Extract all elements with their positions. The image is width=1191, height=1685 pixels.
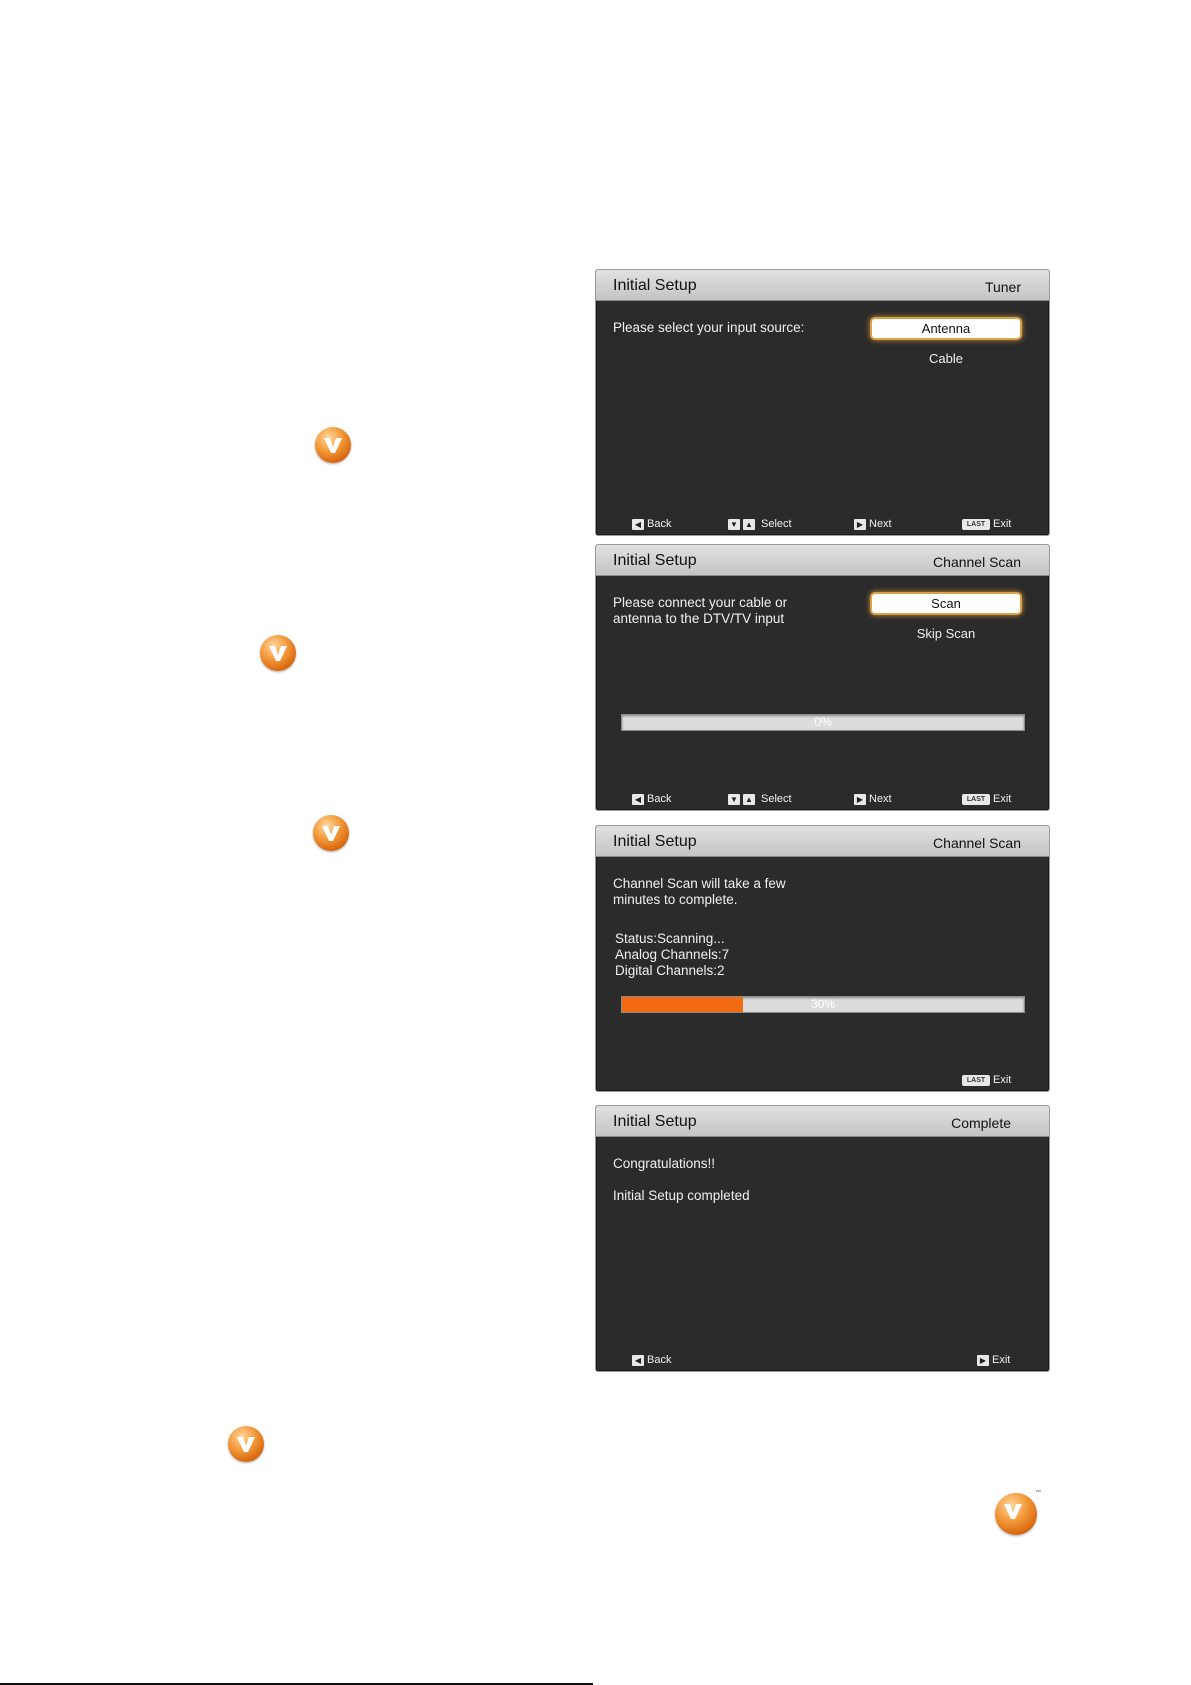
title-bar <box>596 545 1049 576</box>
setup-completed-text: Initial Setup completed <box>613 1188 750 1203</box>
progress-percent: 30% <box>810 997 836 1011</box>
scan-progress-bar <box>621 996 1025 1013</box>
connect-prompt: Please connect your cable or antenna to the DTV/TV input <box>613 595 788 626</box>
screen-section: Channel Scan <box>933 554 1021 570</box>
last-key-icon: LAST <box>962 519 990 530</box>
vizio-logo-icon <box>260 635 296 671</box>
last-key-icon: LAST <box>962 1075 990 1086</box>
exit-nav[interactable]: LAST Exit <box>962 518 1011 530</box>
title-bar <box>596 1106 1049 1137</box>
screen-title: Initial Setup <box>613 552 697 569</box>
left-arrow-icon: ◀ <box>632 794 644 805</box>
scan-info-text: Channel Scan will take a few minutes to complete. <box>613 876 786 907</box>
exit-nav[interactable]: LAST Exit <box>962 793 1011 805</box>
vizio-logo-icon <box>228 1426 264 1462</box>
setup-complete-screen <box>595 1105 1050 1372</box>
screen-title: Initial Setup <box>613 833 697 850</box>
up-arrow-icon: ▲ <box>743 794 755 805</box>
vizio-brand-logo-icon <box>995 1493 1037 1535</box>
select-nav[interactable]: ▼ ▲ Select <box>728 518 792 530</box>
down-arrow-icon: ▼ <box>728 519 740 530</box>
nav-bar <box>596 1354 1049 1368</box>
digital-channels-count: Digital Channels:2 <box>615 963 725 978</box>
vizio-logo-icon <box>315 427 351 463</box>
right-arrow-icon: ▶ <box>977 1355 989 1366</box>
skip-scan-option-button[interactable]: Skip Scan <box>916 626 976 641</box>
last-key-icon: LAST <box>962 794 990 805</box>
status-text: Status:Scanning... <box>615 931 725 946</box>
left-arrow-icon: ◀ <box>632 519 644 530</box>
input-source-prompt: Please select your input source: <box>613 320 805 335</box>
screen-section: Tuner <box>984 279 1021 295</box>
scan-progress-bar <box>621 714 1025 731</box>
screen-section: Channel Scan <box>933 835 1021 851</box>
congratulations-text: Congratulations!! <box>613 1156 716 1171</box>
channel-scan-progress-screen <box>595 825 1050 1092</box>
next-nav[interactable]: ▶ Next <box>854 793 892 805</box>
nav-bar <box>596 518 1049 532</box>
next-nav[interactable]: ▶ Next <box>854 518 892 530</box>
up-arrow-icon: ▲ <box>743 519 755 530</box>
right-arrow-icon: ▶ <box>854 794 866 805</box>
progress-percent: 0% <box>814 715 832 729</box>
nav-bar <box>596 1074 1049 1088</box>
back-nav[interactable]: ◀ Back <box>632 793 671 805</box>
back-nav[interactable]: ◀ Back <box>632 1354 671 1366</box>
tuner-screen <box>595 269 1050 536</box>
screen-title: Initial Setup <box>613 1113 697 1130</box>
scan-status <box>615 931 729 979</box>
left-arrow-icon: ◀ <box>632 1355 644 1366</box>
screen-section: Complete <box>951 1115 1011 1131</box>
nav-bar <box>596 793 1049 807</box>
screen-title: Initial Setup <box>613 277 697 294</box>
back-nav[interactable]: ◀ Back <box>632 518 671 530</box>
cable-option-button[interactable]: Cable <box>929 351 963 366</box>
select-nav[interactable]: ▼ ▲ Select <box>728 793 792 805</box>
antenna-option-button[interactable]: Antenna <box>872 319 1020 338</box>
channel-scan-prompt-screen <box>595 544 1050 811</box>
exit-nav[interactable]: LAST Exit <box>962 1074 1011 1086</box>
right-arrow-icon: ▶ <box>854 519 866 530</box>
scan-option-button[interactable]: Scan <box>872 594 1020 613</box>
down-arrow-icon: ▼ <box>728 794 740 805</box>
vizio-logo-icon <box>313 815 349 851</box>
trademark-mark: ™ <box>1035 1490 1041 1496</box>
title-bar <box>596 826 1049 857</box>
exit-nav[interactable]: ▶ Exit <box>977 1354 1010 1366</box>
analog-channels-count: Analog Channels:7 <box>615 947 730 962</box>
title-bar <box>596 270 1049 301</box>
